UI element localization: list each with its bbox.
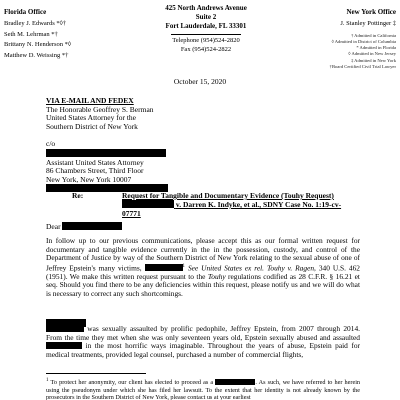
paragraph-background (46, 325, 360, 359)
redaction-bar (62, 222, 122, 230)
paragraph-text: regulations codified as 28 C.F.R. § 16.21 et seq. Should you find there to be any deficiencies within this request, please notify us and we will do what is necessary to correct any such shortcomings. (46, 271, 360, 299)
letter-date: October 15, 2020 (173, 77, 227, 86)
footnote (46, 377, 360, 400)
admission-note: ◊ Admitted in District of Columbia (331, 38, 396, 44)
redaction-bar (122, 200, 174, 208)
re-case-line (122, 200, 352, 218)
admission-note: †Board Certified Civil Trial Lawyer (329, 63, 396, 69)
addressee-block (46, 97, 346, 194)
addressee-line: United States Attorney for the (46, 113, 136, 123)
address-line: Suite 2 (195, 13, 217, 21)
paragraph-text: in the most horrific ways imaginable. Throughout the years of abuse, Epstein paid for medical treatments, provided legal counsel, purchased a number of commercial flights, (46, 341, 360, 359)
attorney-name: Brittany N. Henderson *◊ (4, 41, 72, 48)
new-york-office-title: New York Office (346, 8, 396, 16)
footnote-number: 1 (46, 378, 49, 383)
admission-note: ‡ Admitted in New York (350, 57, 396, 63)
footnote-ref: 1 (182, 263, 185, 269)
paragraph-request (46, 237, 360, 299)
admission-note: † Admitted in California (350, 32, 396, 38)
new-york-office-block (286, 8, 396, 70)
addressee-line: Assistant United States Attorney (46, 157, 144, 167)
attorney-name: Bradley J. Edwards *◊† (4, 20, 67, 27)
touhy-term: Touhy (207, 271, 226, 281)
re-case: v. Darren K. Indyke, et al., SDNY Case No. 1:19-cv-07771 (122, 200, 342, 218)
footnote-text: . As such, we have referred to her herein using the pseudonym under which she has filed her lawsuit. To the extent that her identity is not already known by the prosecutors in the Southern District of New York, please contact us at your earliest (46, 379, 361, 400)
letterhead-divider (171, 34, 241, 35)
re-title: Request for Tangible and Documentary Evidence (Touhy Request) (122, 191, 334, 200)
footnote-text: To protect her anonymity, our client has elected to proceed as a (50, 379, 214, 387)
admission-note: ◊ Admitted in New Jersey (348, 51, 396, 57)
delivery-method: VIA E-MAIL AND FEDEX (46, 96, 134, 105)
florida-office-title: Florida Office (4, 8, 47, 16)
case-citation: United States ex rel. Touhy v. Ragen (201, 263, 315, 273)
addressee-line: Southern District of New York (46, 121, 138, 131)
attorney-name: Matthew D. Weissing *† (4, 51, 69, 59)
addressee-line: 86 Chambers Street, Third Floor (46, 166, 144, 176)
attorney-name: Seth M. Lehrman *† (4, 30, 58, 38)
addressee-line: The Honorable Geoffrey S. Berman (46, 104, 154, 114)
telephone: Telephone (954)524-2820 (172, 37, 240, 44)
redaction-bar (46, 342, 82, 349)
footnote-rule (46, 373, 146, 374)
address-line: Fort Lauderdale, FL 33301 (165, 22, 247, 30)
paragraph-text: In follow up to our previous communications, please accept this as our formal written request for documentary and tangible evidence currently in the in the possession, custody, and control of the Department of Justice by way of the Southern District of New York relating to the sexual abuse of one of Jeffrey Epstein's many victims, (46, 236, 360, 273)
admission-note: * Admitted in Florida (356, 45, 396, 51)
attorney-name: J. Stanley Pottinger ‡ (340, 20, 396, 27)
firm-address-block (146, 4, 266, 54)
care-of-label: c/o (46, 139, 56, 149)
salutation-text: Dear (46, 222, 61, 231)
see-signal: See (187, 263, 199, 273)
spacer (46, 131, 346, 140)
addressee-line: New York, New York 10007 (46, 174, 132, 184)
redaction-bar (46, 149, 166, 157)
fax: Fax (954)524-2822 (180, 45, 232, 53)
paragraph-text: was sexually assaulted by prolific pedophile, Jeffrey Epstein, from 2007 through 2014. From the time they met when she was only seventeen years old, Epstein sexually abused and assaulted (46, 324, 360, 342)
salutation (46, 222, 122, 231)
citation-rest: , 340 U.S. 462 (1951). We make this written request pursuant to the (46, 263, 360, 281)
address-line: 425 North Andrews Avenue (165, 4, 247, 12)
re-body (122, 191, 352, 218)
redaction-bar (145, 264, 183, 271)
re-label: Re: (72, 191, 84, 200)
redaction-bar (46, 325, 84, 332)
redaction-bar (215, 379, 255, 385)
florida-office-block (4, 8, 116, 61)
